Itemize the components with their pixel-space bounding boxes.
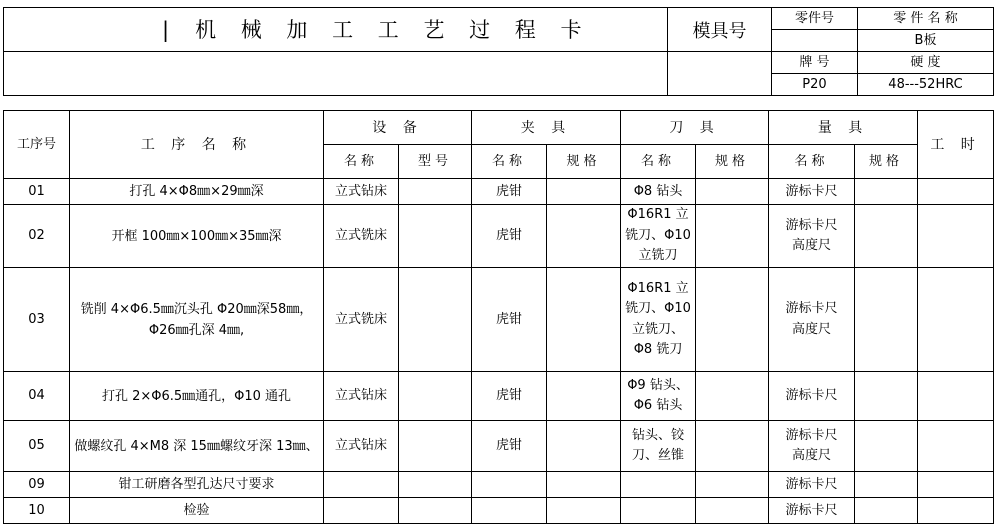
col-time: 工 时 [918,111,994,179]
table-row [4,372,994,421]
step-desc: 开框 100㎜×100㎜×35㎜深 [70,205,324,268]
work-time [918,472,994,498]
title-bar: | [162,17,170,42]
step-desc: 做螺纹孔 4×M8 深 15㎜螺纹牙深 13㎜、 [70,421,324,472]
work-time [918,205,994,268]
gauge-spec [855,205,918,268]
step-desc: 打孔 4×Φ8㎜×29㎜深 [70,179,324,205]
brand-value: P20 [772,74,858,96]
cutter-name [621,472,696,498]
step-no: 04 [4,372,70,421]
col-fixture: 夹 具 [472,111,621,145]
sub-cutter-name: 名称 [621,145,696,179]
gauge-name: 游标卡尺 高度尺 [769,421,855,472]
step-no: 01 [4,179,70,205]
mold-no-value [668,52,772,96]
work-time [918,268,994,372]
table-row [4,205,994,268]
gauge-name: 游标卡尺 [769,179,855,205]
mold-no-label: 模具号 [668,8,772,52]
fixture-spec [547,421,621,472]
equip-name: 立式钻床 [324,372,399,421]
sub-fixture-spec: 规格 [547,145,621,179]
step-desc: 钳工研磨各型孔达尺寸要求 [70,472,324,498]
fixture-name: 虎钳 [472,421,547,472]
cutter-name: Φ16R1 立铣刀、Φ10 立铣刀 [621,205,696,268]
work-time [918,179,994,205]
cutter-spec [696,372,769,421]
col-equipment: 设 备 [324,111,472,145]
step-no: 02 [4,205,70,268]
gauge-spec [855,372,918,421]
cutter-name: Φ9 钻头、Φ6 钻头 [621,372,696,421]
cutter-spec [696,205,769,268]
gauge-name: 游标卡尺 [769,472,855,498]
work-time [918,372,994,421]
work-time [918,421,994,472]
gauge-spec [855,472,918,498]
equip-model [399,179,472,205]
equip-model [399,205,472,268]
sub-cutter-spec: 规格 [696,145,769,179]
part-name-value: B板 [858,30,994,52]
step-no: 05 [4,421,70,472]
equip-model [399,498,472,524]
equip-name: 立式钻床 [324,179,399,205]
title-filler [4,52,668,96]
fixture-spec [547,372,621,421]
table-row [4,498,994,524]
fixture-spec [547,498,621,524]
cutter-name: Φ16R1 立铣刀、Φ10 立铣刀、Φ8 铣刀 [621,268,696,372]
fixture-name: 虎钳 [472,205,547,268]
equip-model [399,372,472,421]
work-time [918,498,994,524]
table-row [4,268,994,372]
fixture-name: 虎钳 [472,372,547,421]
equip-model [399,472,472,498]
equip-model [399,268,472,372]
card-title-text: 机 械 加 工 工 艺 过 程 卡 [195,17,591,42]
equip-name: 立式铣床 [324,205,399,268]
sub-gauge-spec: 规格 [855,145,918,179]
gauge-spec [855,498,918,524]
col-step-name: 工 序 名 称 [70,111,324,179]
cutter-spec [696,472,769,498]
step-desc: 检验 [70,498,324,524]
fixture-name: 虎钳 [472,268,547,372]
table-row [4,179,994,205]
fixture-name [472,472,547,498]
cutter-name [621,498,696,524]
sub-fixture-name: 名称 [472,145,547,179]
gauge-name: 游标卡尺 高度尺 [769,205,855,268]
step-desc: 打孔 2×Φ6.5㎜通孔，Φ10 通孔 [70,372,324,421]
gauge-name: 游标卡尺 [769,498,855,524]
cutter-spec [696,179,769,205]
cutter-spec [696,421,769,472]
col-gauge: 量 具 [769,111,918,145]
gauge-spec [855,268,918,372]
equip-model [399,421,472,472]
gauge-name: 游标卡尺 [769,372,855,421]
equip-name [324,498,399,524]
equip-name: 立式铣床 [324,268,399,372]
header-table [3,7,994,96]
step-no: 03 [4,268,70,372]
cutter-name: 钻头、铰刀、丝锥 [621,421,696,472]
equip-name [324,472,399,498]
cutter-spec [696,498,769,524]
hardness-value: 48---52HRC [858,74,994,96]
card-title [4,8,668,52]
gauge-spec [855,179,918,205]
process-table [3,110,994,524]
sub-equip-name: 名称 [324,145,399,179]
fixture-spec [547,268,621,372]
sub-equip-model: 型号 [399,145,472,179]
fixture-spec [547,205,621,268]
fixture-name [472,498,547,524]
table-row [4,472,994,498]
fixture-spec [547,472,621,498]
part-no-value [772,30,858,52]
part-no-label: 零件号 [772,8,858,30]
table-row [4,421,994,472]
gauge-spec [855,421,918,472]
cutter-name: Φ8 钻头 [621,179,696,205]
step-desc: 铣削 4×Φ6.5㎜沉头孔 Φ20㎜深58㎜， Φ26㎜孔深 4㎜, [70,268,324,372]
fixture-name: 虎钳 [472,179,547,205]
step-no: 10 [4,498,70,524]
fixture-spec [547,179,621,205]
step-no: 09 [4,472,70,498]
part-name-label: 零 件 名 称 [858,8,994,30]
col-step-no: 工序号 [4,111,70,179]
equip-name: 立式钻床 [324,421,399,472]
cutter-spec [696,268,769,372]
gauge-name: 游标卡尺 高度尺 [769,268,855,372]
brand-label: 牌 号 [772,52,858,74]
col-cutter: 刀 具 [621,111,769,145]
hardness-label: 硬 度 [858,52,994,74]
sub-gauge-name: 名称 [769,145,855,179]
